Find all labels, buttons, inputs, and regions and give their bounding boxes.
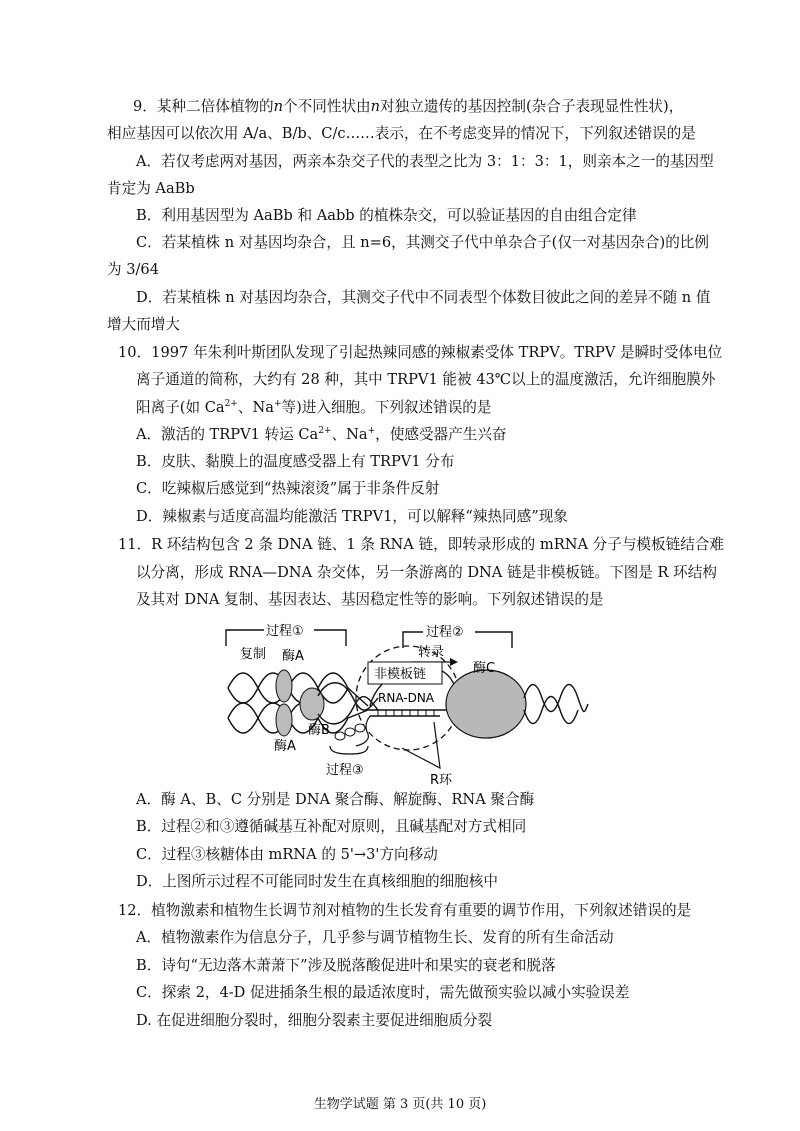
q9-text: 个不同性状由 — [283, 98, 371, 115]
q10-text: ，使感受器产生兴奋 — [375, 426, 507, 443]
enzyme-b-label: 酶B — [308, 723, 330, 738]
process2-label: 过程② — [426, 625, 464, 640]
q9-text: 对独立遗传的基因控制(杂合子表现显性性状)， — [380, 98, 684, 115]
process1-label: 过程① — [266, 624, 304, 639]
q10-stem-line2: 离子通道的简称，大约有 28 种，其中 TRPV1 能被 43℃以上的温度激活，允许细胞膜外 — [136, 371, 716, 388]
q11-option-a: A．酶 A、B、C 分别是 DNA 聚合酶、解旋酶、RNA 聚合酶 — [136, 791, 535, 808]
process3-label: 过程③ — [326, 763, 364, 778]
q9-stem-line1 — [133, 97, 683, 117]
rna-dna-label: RNA-DNA — [378, 691, 435, 705]
page-footer: 生物学试题 第 3 页(共 10 页) — [313, 1097, 487, 1112]
ribosome-icon — [335, 724, 365, 740]
q10-option-c: C．吃辣椒后感觉到“热辣滚烫”属于非条件反射 — [136, 480, 440, 497]
q9-n-var: n — [273, 98, 284, 115]
q10-option-a — [136, 425, 507, 445]
q12-option-d: D. 在促进细胞分裂时，细胞分裂素主要促进细胞质分裂 — [136, 1012, 493, 1029]
q9-option-d-cont: 增大而增大 — [107, 316, 180, 333]
q9-option-d: D．若某植株 n 对基因均杂合，其测交子代中不同表型个体数目彼此之间的差异不随 n 值 — [136, 289, 711, 306]
q10-option-b: B．皮肤、黏膜上的温度感受器上有 TRPV1 分布 — [136, 453, 455, 470]
q11-stem-line2: 以分离，形成 RNA—DNA 杂交体，另一条游离的 DNA 链是非模板链。下图是 R 环结构 — [136, 564, 717, 581]
r-loop-figure — [218, 618, 590, 786]
q11-stem-line1: 11．R 环结构包含 2 条 DNA 链、1 条 RNA 链，即转录形成的 mRNA 分子与模板链结合难 — [118, 536, 724, 553]
q11-stem-line3: 及其对 DNA 复制、基因表达、基因稳定性等的影响。下列叙述错误的是 — [136, 591, 604, 608]
q10-stem-line3 — [136, 398, 492, 418]
enzyme-c-label: 酶C — [473, 661, 496, 676]
q9-option-c-cont: 为 3/64 — [107, 261, 160, 278]
q11-option-b: B．过程②和③遵循碱基互补配对原则，且碱基配对方式相同 — [136, 818, 527, 835]
q9-option-a: A．若仅考虑两对基因，两亲本杂交子代的表型之比为 3：1：3：1，则亲本之一的基因型 — [136, 153, 714, 170]
superscript: + — [273, 399, 282, 409]
q12-option-a: A．植物激素作为信息分子，几乎参与调节植物生长、发育的所有生命活动 — [136, 929, 614, 946]
q9-text: 9．某种二倍体植物的 — [133, 98, 274, 115]
enzyme-c-shape — [446, 670, 526, 738]
q10-text: 等)进入细胞。下列叙述错误的是 — [281, 399, 492, 416]
q9-option-c: C．若某植株 n 对基因均杂合，且 n=6，其测交子代中单杂合子(仅一对基因杂合)的比例 — [136, 234, 709, 251]
enzyme-a-top-label: 酶A — [282, 649, 304, 664]
q9-n-var: n — [370, 98, 381, 115]
q12-option-b: B．诗句“无边落木萧萧下”涉及脱落酸促进叶和果实的衰老和脱落 — [136, 957, 556, 974]
q10-text: 、Na — [237, 399, 274, 416]
q9-option-a-cont: 肯定为 AaBb — [107, 180, 195, 197]
process3-brace — [330, 746, 368, 754]
q10-option-d: D．辣椒素与适度高温均能激活 TRPV1，可以解释“辣热同感”现象 — [136, 508, 568, 525]
q12-stem: 12．植物激素和植物生长调节剂对植物的生长发育有重要的调节作用，下列叙述错误的是 — [118, 902, 692, 919]
replication-label: 复制 — [240, 647, 267, 662]
r-loop-pointer — [402, 722, 440, 768]
q10-stem-line1: 10．1997 年朱利叶斯团队发现了引起热辣同感的辣椒素受体 TRPV。TRPV 是瞬时受体电位 — [118, 344, 723, 361]
q12-option-c: C．探索 2，4-D 促进插条生根的最适浓度时，需先做预实验以减小实验误差 — [136, 984, 630, 1001]
r-loop-label: R环 — [430, 773, 453, 786]
q9-stem-line2: 相应基因可以依次用 A/a、B/b、C/c……表示，在不考虑变异的情况下，下列叙述错误的是 — [107, 125, 696, 142]
superscript: 2+ — [224, 399, 238, 409]
enzyme-a-bottom-label: 酶A — [274, 739, 296, 754]
arrowhead-icon — [450, 658, 458, 666]
q11-option-d: D．上图所示过程不可能同时发生在真核细胞的细胞核中 — [136, 873, 498, 890]
dna-right-lower — [524, 697, 578, 724]
superscript: 2+ — [318, 426, 332, 436]
superscript: + — [367, 426, 376, 436]
enzyme-a-top-shape — [276, 670, 292, 702]
q10-text: 阳离子(如 Ca — [136, 399, 225, 416]
nontemplate-label: 非模板链 — [374, 667, 427, 682]
enzyme-a-bottom-shape — [276, 704, 292, 736]
q10-text: A．激活的 TRPV1 转运 Ca — [136, 426, 319, 443]
dna-right-upper — [524, 685, 588, 712]
q10-text: 、Na — [331, 426, 368, 443]
q9-option-b: B．利用基因型为 AaBb 和 Aabb 的植株杂交，可以验证基因的自由组合定律 — [136, 207, 637, 224]
transcription-label: 转录 — [418, 645, 445, 660]
base-pair-ticks — [378, 710, 434, 716]
q11-option-c: C．过程③核糖体由 mRNA 的 5'→3'方向移动 — [136, 846, 438, 863]
